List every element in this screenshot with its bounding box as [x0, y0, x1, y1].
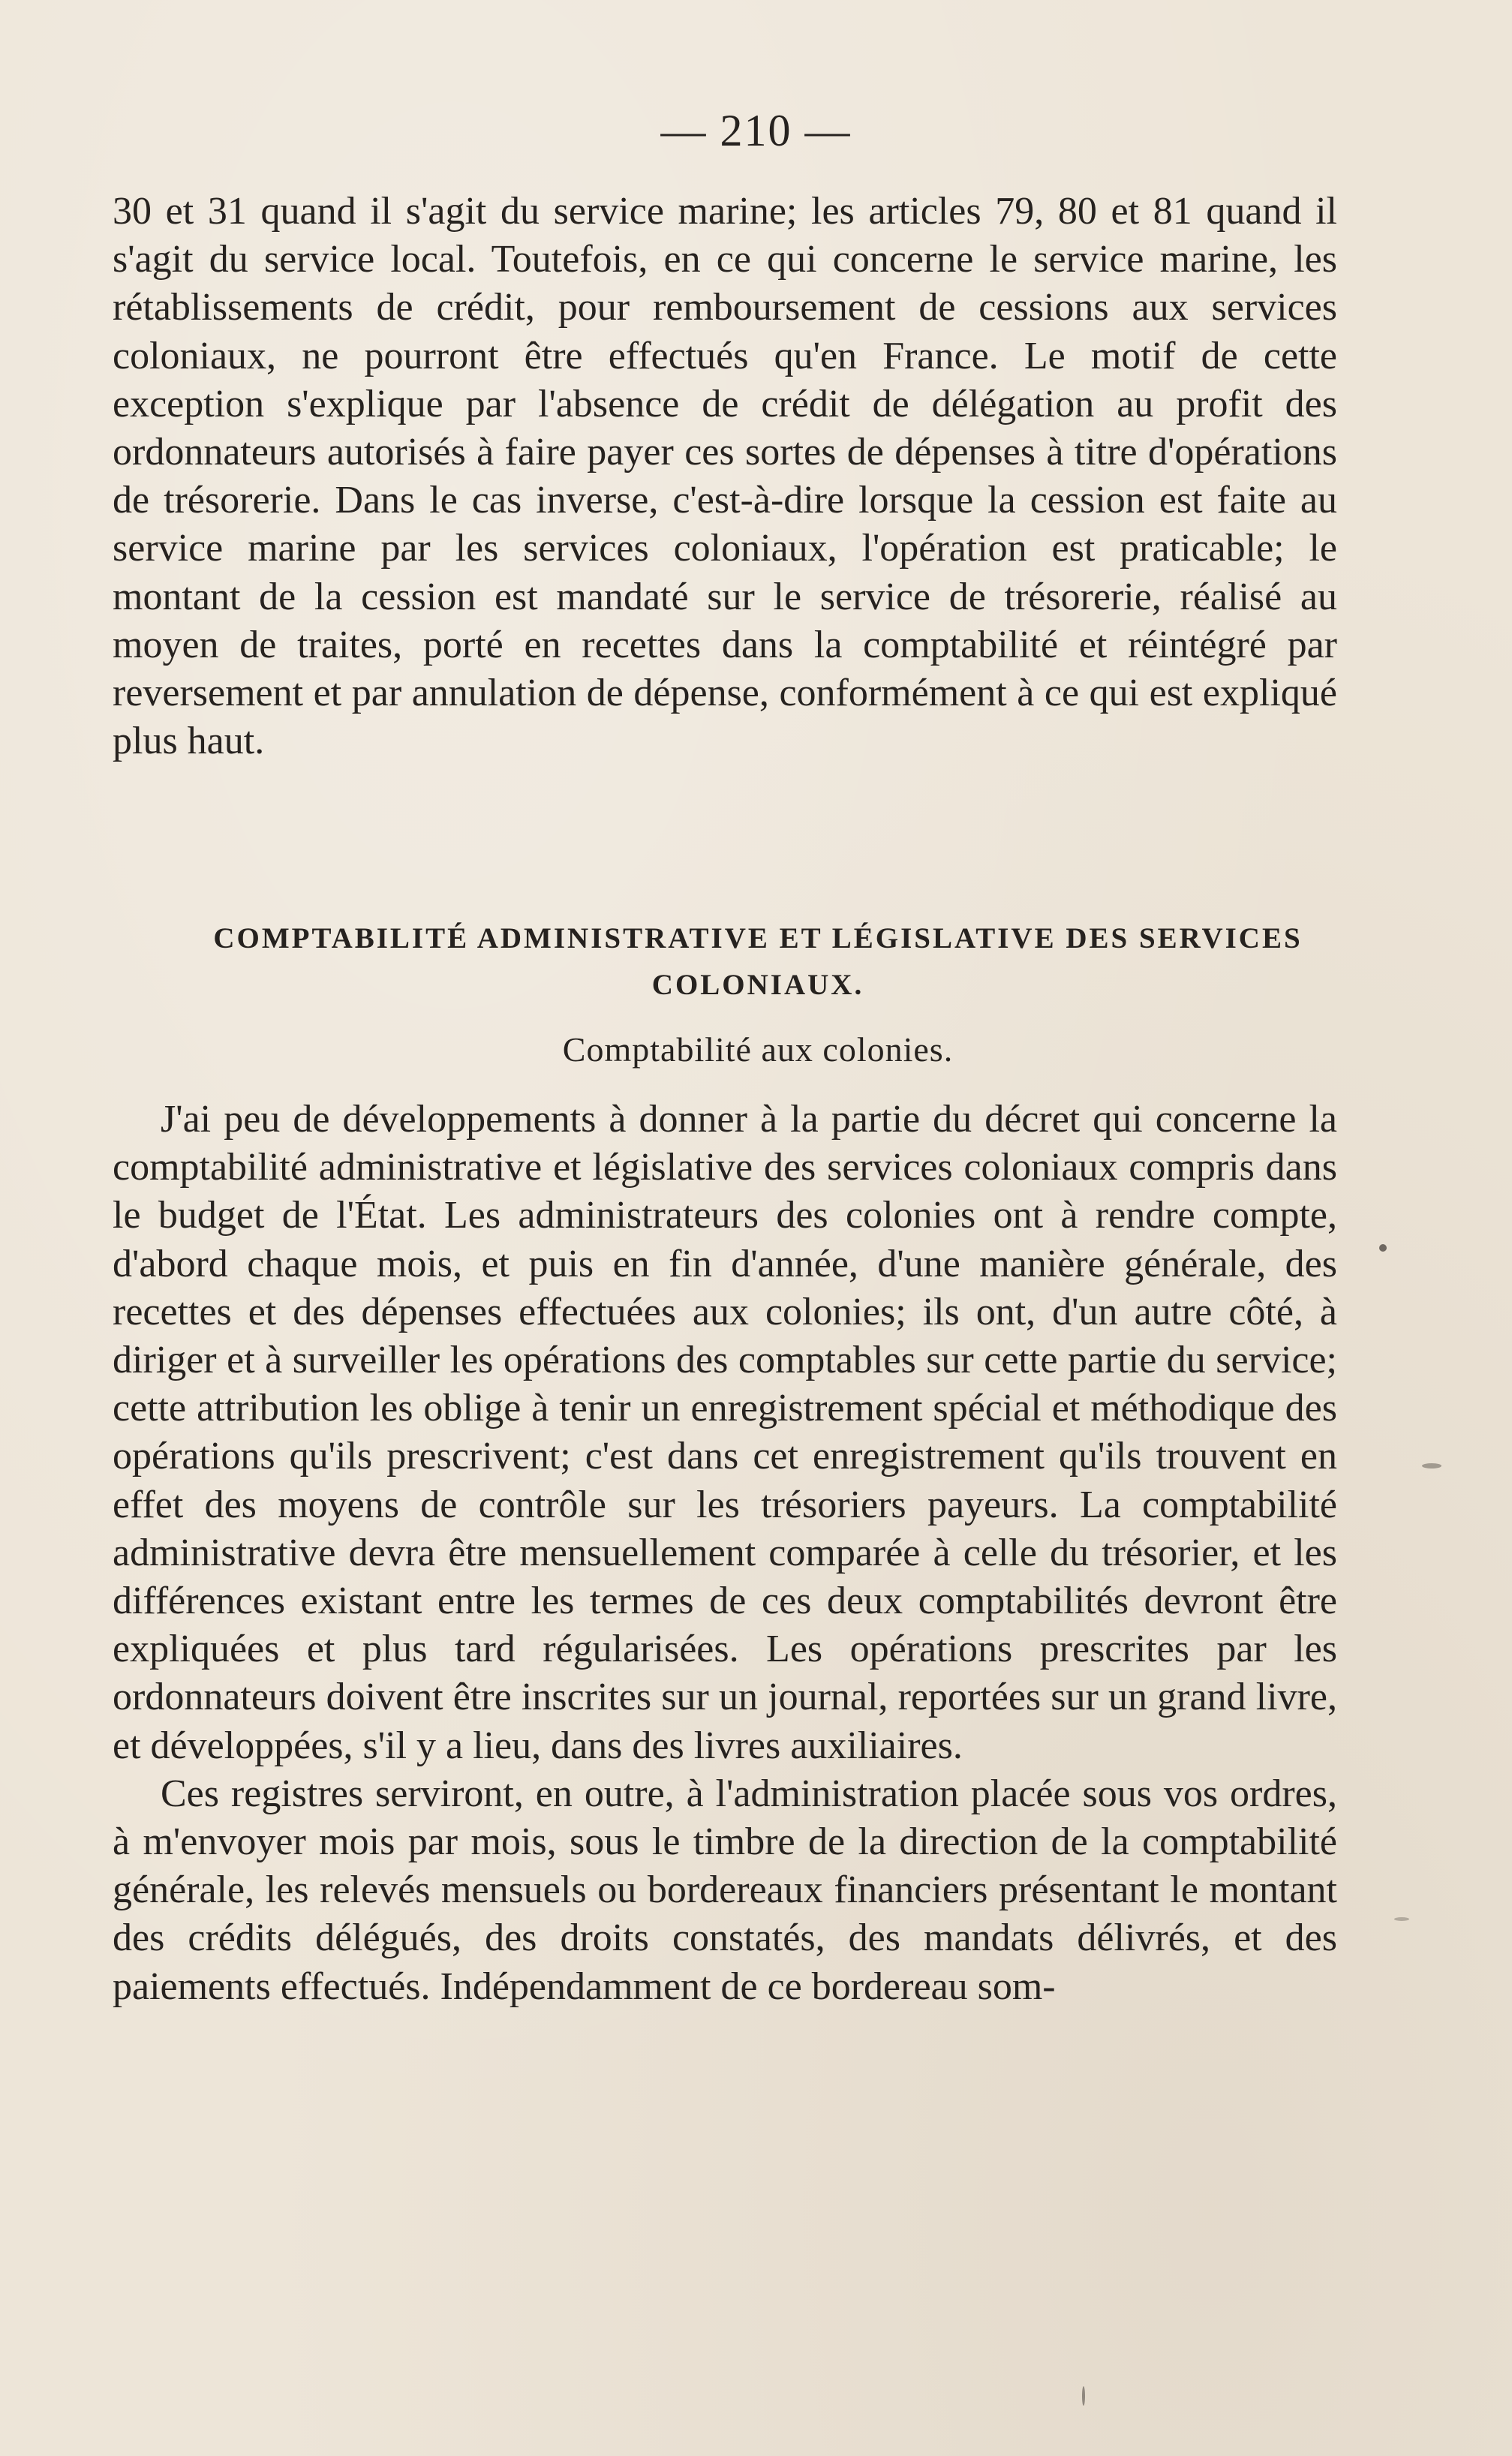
continuation-paragraph: 30 et 31 quand il s'agit du service marine; les articles 79, 80 et 81 quand il s'agit du service local. Toutefois, en ce qui concerne le service marine, les rétablissements de crédit, pour remboursement de cessions aux services coloniaux, ne pourront être effectués qu'en France. Le motif de cette exception s'explique par l'absence de crédit de délégation au profit des ordonnateurs autorisés à faire payer ces sortes de dépenses à titre d'opérations de trésorerie. Dans le cas inverse, c'est-à-dire lorsque la cession est faite au service marine par les services coloniaux, l'opération est praticable; le montant de la cession est mandaté sur le service de trésorerie, réalisé au moyen de traites, porté en recettes dans la comptabilité et réintégré par reversement et par annulation de dépense, conformément à ce qui est expliqué plus haut. — [113, 190, 1337, 763]
body-block — [113, 1096, 1337, 2011]
paper-speck — [1422, 1463, 1441, 1468]
body-paragraph-1: J'ai peu de développements à donner à la partie du décret qui concerne la comptabilité administrative et législative des services coloniaux compris dans le budget de l'État. Les administrateurs des colonies ont à rendre compte, d'abord chaque mois, et puis en fin d'année, d'une manière générale, des recettes et des dépenses effectuées aux colonies; ils ont, d'un autre côté, à diriger et à surveiller les opérations des comptables sur cette partie du service; cette attribution les oblige à tenir un enregistrement spécial et méthodique des opérations qu'ils prescrivent; c'est dans cet enregistrement qu'ils trouvent en effet des moyens de contrôle sur les trésoriers payeurs. La comptabilité administrative devra être mensuellement comparée à celle du trésorier, et les différences existant entre les termes de ces deux comptabilités devront être expliquées et plus tard régularisées. Les opérations prescrites par les ordonnateurs doivent être inscrites sur un journal, reportées sur un grand livre, et développées, s'il y a lieu, dans des livres auxiliaires. — [113, 1098, 1337, 1767]
section-heading: COMPTABILITÉ ADMINISTRATIVE ET LÉGISLATIVE DES SERVICES COLONIAUX. — [213, 922, 1303, 1001]
paper-speck — [1082, 2386, 1085, 2406]
paper-speck — [1394, 1917, 1409, 1921]
body-paragraph-2: Ces registres serviront, en outre, à l'administration placée sous vos ordres, à m'envoyer mois par mois, sous le timbre de la direction de la comptabilité générale, les relevés mensuels ou bordereaux financiers présentant le montant des crédits délégués, des droits constatés, des mandats délivrés, et des paiements effectués. Indépendamment de ce bordereau som- — [113, 1772, 1337, 2008]
page-number: — 210 — — [660, 106, 852, 155]
paper-speck — [1379, 1244, 1387, 1252]
continuation-block — [113, 188, 1337, 765]
subheading: Comptabilité aux colonies. — [562, 1030, 954, 1069]
